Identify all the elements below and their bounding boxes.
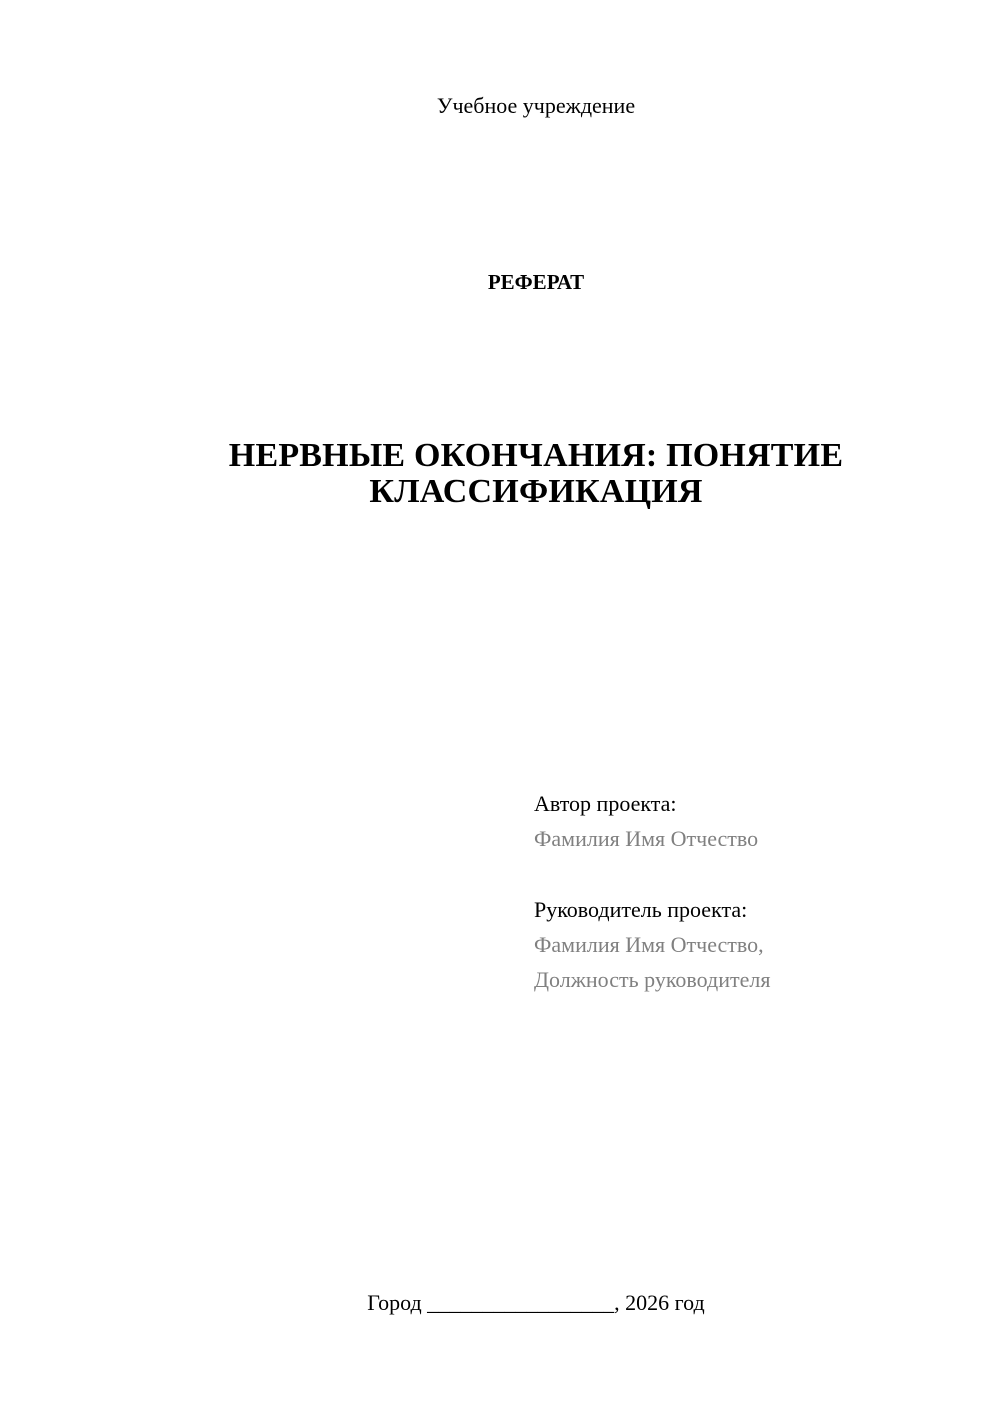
city-year-line: Город _________________, 2026 год: [367, 1290, 705, 1315]
document-title-line-1: НЕРВНЫЕ ОКОНЧАНИЯ: ПОНЯТИЕ: [228, 437, 844, 474]
supervisor-block: [534, 892, 770, 997]
supervisor-position-placeholder: Должность руководителя: [534, 967, 771, 992]
author-name-placeholder: Фамилия Имя Отчество: [534, 826, 759, 851]
author-block: [534, 786, 758, 856]
institution-name: Учебное учреждение: [436, 93, 636, 118]
document-title-line-2: КЛАССИФИКАЦИЯ: [369, 473, 703, 510]
supervisor-name-placeholder: Фамилия Имя Отчество,: [534, 932, 764, 957]
author-label: Автор проекта:: [534, 791, 677, 816]
document-type: РЕФЕРАТ: [487, 270, 585, 294]
supervisor-label: Руководитель проекта:: [534, 897, 748, 922]
document-title: [140, 438, 932, 510]
